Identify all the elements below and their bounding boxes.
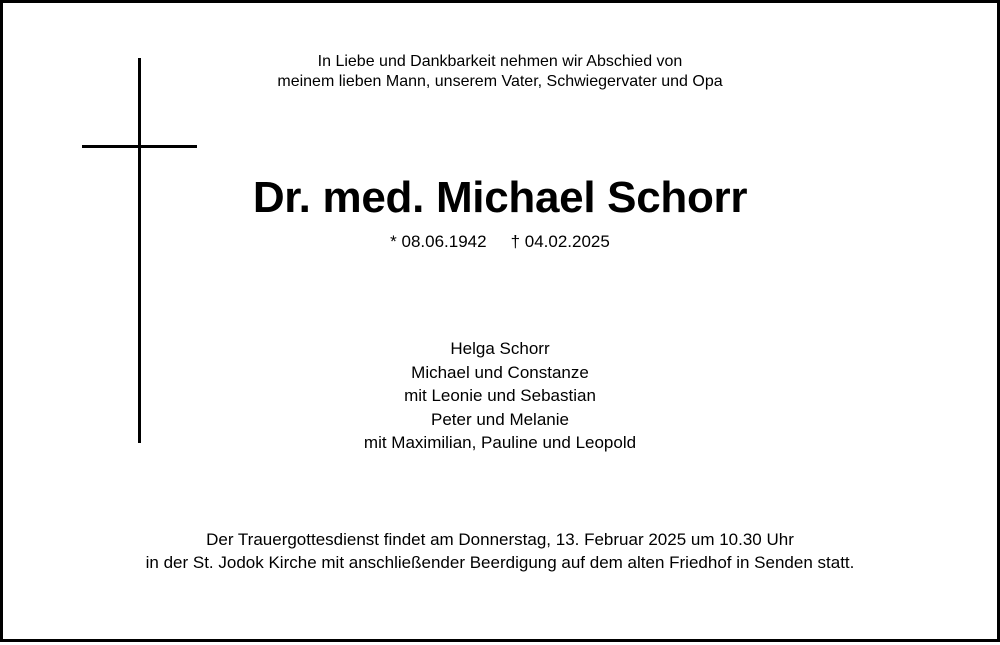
family-list bbox=[0, 337, 1000, 455]
birth-date: * 08.06.1942 bbox=[390, 232, 487, 251]
intro-line-2: meinem lieben Mann, unserem Vater, Schwiegervater und Opa bbox=[277, 73, 723, 90]
family-member: Peter und Melanie bbox=[431, 409, 569, 429]
life-dates bbox=[0, 231, 1000, 253]
death-date: † 04.02.2025 bbox=[510, 232, 610, 251]
intro-line-1: In Liebe und Dankbarkeit nehmen wir Abschied von bbox=[317, 53, 683, 70]
service-line-2: in der St. Jodok Kirche mit anschließender Beerdigung auf dem alten Friedhof in Senden statt. bbox=[145, 553, 855, 572]
family-member: mit Leonie und Sebastian bbox=[404, 386, 596, 405]
family-member: mit Maximilian, Pauline und Leopold bbox=[363, 433, 637, 452]
intro-text bbox=[0, 52, 1000, 92]
family-member: Michael und Constanze bbox=[411, 362, 589, 382]
service-info bbox=[0, 528, 1000, 574]
deceased-name: Dr. med. Michael Schorr bbox=[252, 173, 748, 222]
family-member: Helga Schorr bbox=[450, 339, 550, 358]
cross-icon-bar bbox=[82, 145, 197, 148]
service-line-1: Der Trauergottesdienst findet am Donnerstag, 13. Februar 2025 um 10.30 Uhr bbox=[206, 530, 794, 549]
